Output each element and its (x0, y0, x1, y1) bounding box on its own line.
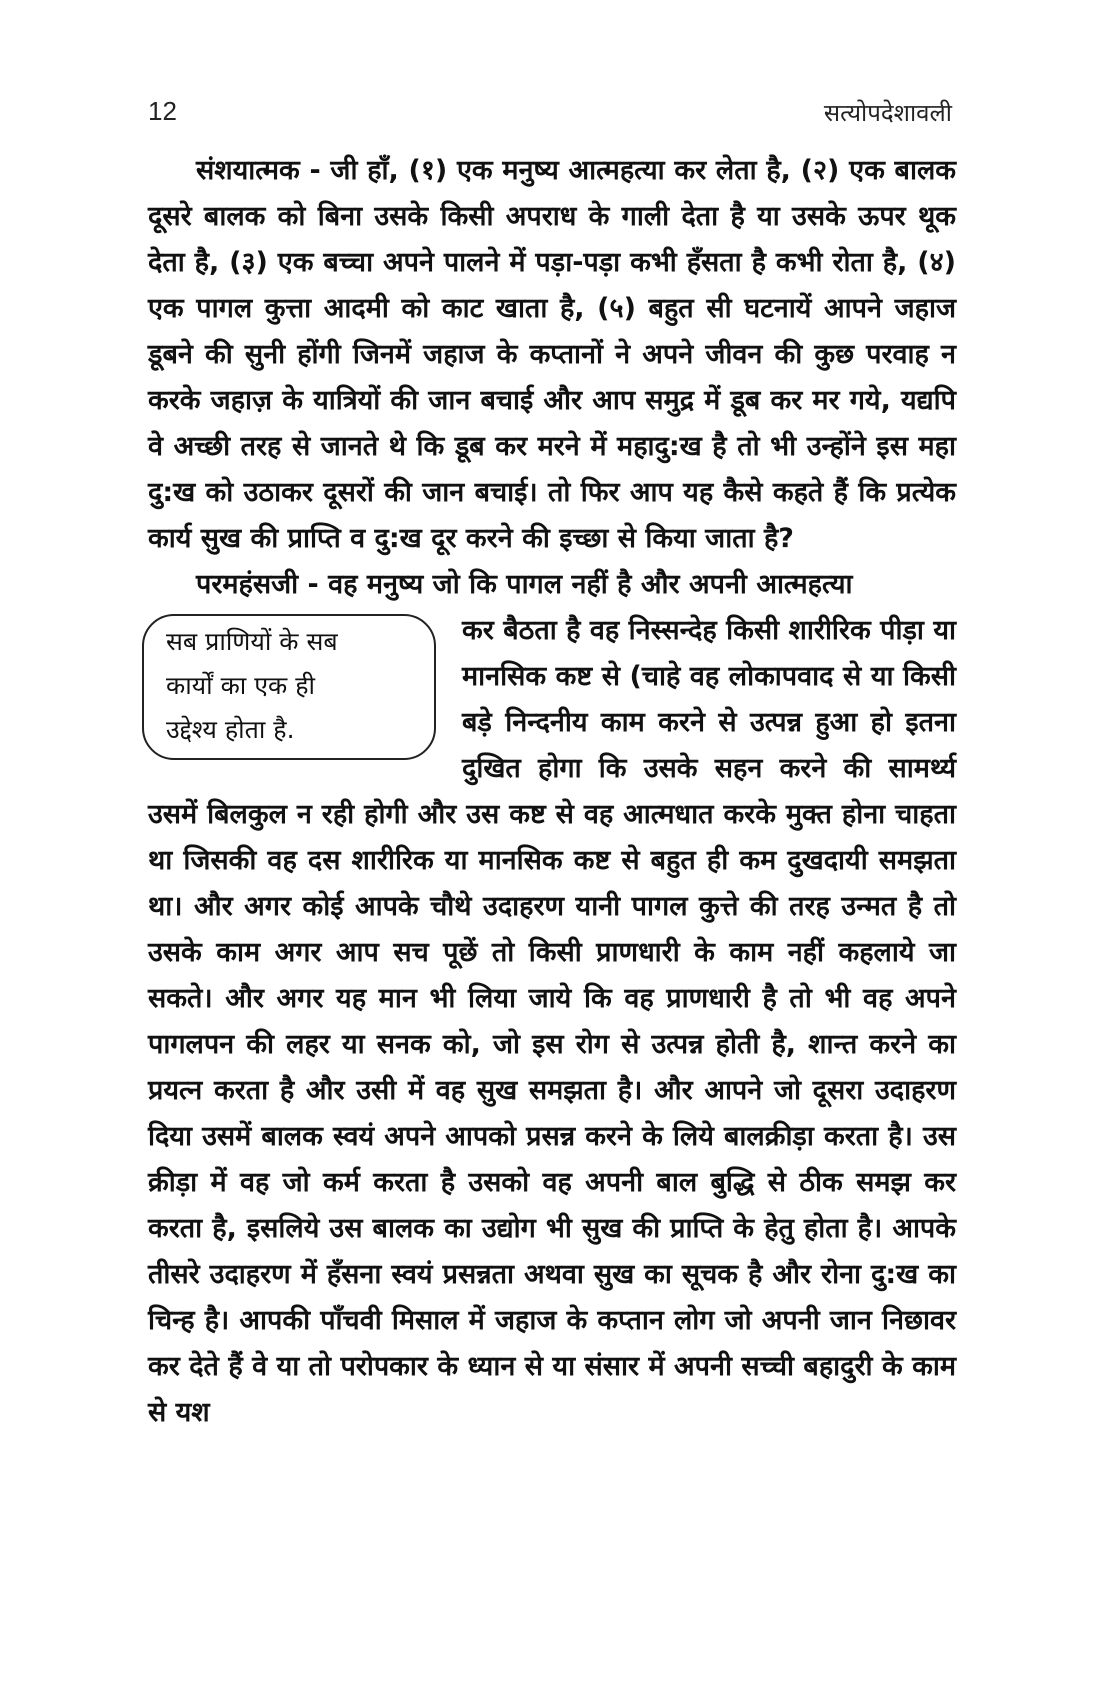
callout-line: सब प्राणियों के सब (166, 627, 338, 656)
callout-line: कार्यों का एक ही (166, 671, 315, 700)
page-number: 12 (148, 96, 177, 126)
running-header-title: सत्योपदेशावली (823, 99, 952, 127)
paragraph-answer-intro: परमहंसजी - वह मनुष्य जो कि पागल नहीं है और अपनी आत्महत्या (196, 569, 853, 600)
paragraph-question: संशयात्मक - जी हाँ, (१) एक मनुष्य आत्महत्या कर लेता है, (२) एक बालक दूसरे बालक को बिना उसके किसी अपराध के गाली देता है या उसके ऊपर थूक देता है, (३) एक बच्चा अपने पालने में पड़ा-पड़ा कभी हँसता है कभी रोता है, (४) एक पागल कुत्ता आदमी को काट खाता है, (५) बहुत सी घटनायें आपने जहाज डूबने की सुनी होंगी जिनमें जहाज के कप्तानों ने अपने जीवन की कुछ परवाह न करके जहाज़ के यात्रियों की जान बचाई और आप समुद्र में डूब कर मर गये, यद्यपि वे अच्छी तरह से जानते थे कि डूब कर मरने में महादु:ख है तो भी उन्होंने इस महा दु:ख को उठाकर दूसरों की जान बचाई। तो फिर आप यह कैसे कहते हैं कि प्रत्येक कार्य सुख की प्राप्ति व दु:ख दूर करने की इच्छा से किया जाता है? (148, 155, 956, 554)
page-body (148, 148, 956, 1436)
paragraph-answer-body: कर बैठता है वह निस्सन्देह किसी शारीरिक पीड़ा या मानसिक कष्ट से (चाहे वह लोकापवाद से या किसी बड़े निन्दनीय काम करने से उत्पन्न हुआ हो इतना दुखित होगा कि उसके सहन करने की सामर्थ्य उसमें बिलकुल न रही होगी और उस कष्ट से वह आत्मधात करके मुक्त होना चाहता था जिसकी वह दस शारीरिक या मानसिक कष्ट से बहुत ही कम दुखदायी समझता था। और अगर कोई आपके चौथे उदाहरण यानी पागल कुत्ते की तरह उन्मत है तो उसके काम अगर आप सच पूछें तो किसी प्राणधारी के काम नहीं कहलाये जा सकते। और अगर यह मान भी लिया जाये कि वह प्राणधारी है तो भी वह अपने पागलपन की लहर या सनक को, जो इस रोग से उत्पन्न होती है, शान्त करने का प्रयत्न करता है और उसी में वह सुख समझता है। और आपने जो दूसरा उदाहरण दिया उसमें बालक स्वयं अपने आपको प्रसन्न करने के लिये बालक्रीड़ा करता है। उस क्रीड़ा में वह जो कर्म करता है उसको वह अपनी बाल बुद्धि से ठीक समझ कर करता है, इसलिये उस बालक का उद्योग भी सुख की प्राप्ति के हेतु होता है। आपके तीसरे उदाहरण में हँसना स्वयं प्रसन्नता अथवा सुख का सूचक है और रोना दु:ख का चिन्ह है। आपकी पाँचवी मिसाल में जहाज के कप्तान लोग जो अपनी जान निछावर कर देते हैं वे या तो परोपकार के ध्यान से या संसार में अपनी सच्ची बहादुरी के काम से यश (148, 615, 956, 1428)
side-callout-box (142, 614, 436, 760)
callout-line: उद्देश्य होता है. (166, 715, 295, 744)
